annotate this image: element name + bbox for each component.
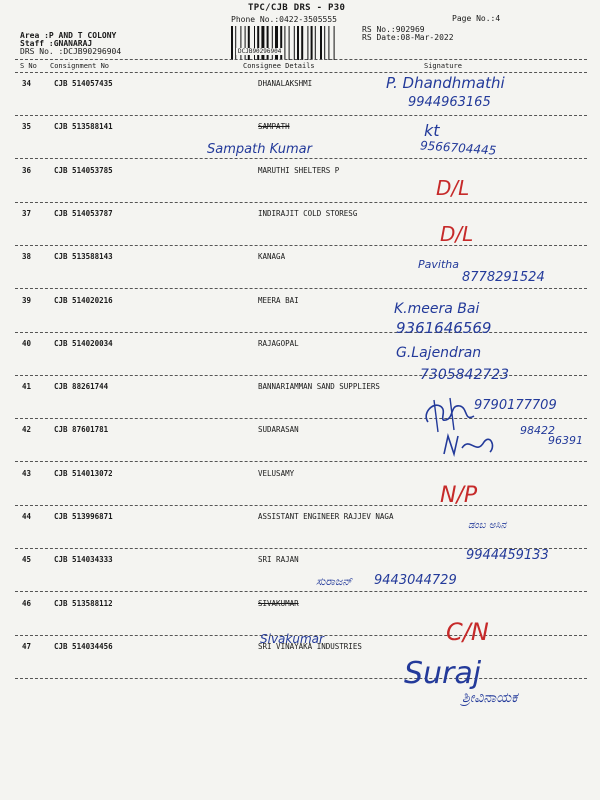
col-header-consignee: Consignee Details: [243, 62, 315, 70]
row-sno: 41: [22, 382, 32, 391]
handwritten-name: ಸುರಾಜನ್: [316, 575, 353, 588]
document-title: TPC/CJB DRS - P30: [248, 3, 346, 13]
row-consignee: DHANALAKSHMI: [258, 79, 313, 88]
row-divider: [15, 591, 587, 592]
row-consignment-no: CJB 514053785: [54, 166, 113, 175]
row-consignment-no: CJB 513588141: [54, 122, 113, 131]
row-divider: [15, 418, 587, 419]
handwritten-name: K.meera Bai: [394, 301, 480, 317]
row-consignment-no: CJB 513996871: [54, 512, 113, 521]
handwritten-signature: kt: [424, 121, 440, 140]
delivery-status-mark: D/L: [440, 222, 474, 246]
signature-scribble: [440, 428, 500, 462]
row-consignee: BANNARIAMMAN SAND SUPPLIERS: [258, 382, 380, 391]
row-consignment-no: CJB 88261744: [54, 382, 109, 391]
row-sno: 42: [22, 425, 32, 434]
handwritten-phone: 7305842723: [420, 367, 510, 383]
handwritten-phone: 9443044729: [374, 573, 457, 588]
drs-number: DRS No. :DCJB90296904: [20, 47, 122, 56]
handwritten-phone: 9944963165: [408, 95, 491, 110]
col-header-sno: S No: [20, 62, 37, 70]
row-divider: [15, 245, 587, 246]
row-consignee: SUDARASAN: [258, 425, 299, 434]
row-consignee: RAJAGOPAL: [258, 339, 299, 348]
handwritten-signature: Suraj: [404, 656, 482, 691]
rs-date: RS Date:08-Mar-2022: [362, 33, 454, 42]
row-sno: 44: [22, 512, 32, 521]
handwritten-signature: P. Dhandhmathi: [386, 74, 505, 92]
row-sno: 46: [22, 599, 32, 608]
delivery-status-mark: C/N: [446, 618, 489, 646]
row-divider: [15, 505, 587, 506]
delivery-status-mark: N/P: [440, 483, 478, 508]
area-label: Area :P AND T COLONY: [20, 31, 117, 40]
row-sno: 38: [22, 252, 32, 261]
handwritten-signature: Pavitha: [418, 258, 459, 271]
row-consignee: SIVAKUMAR: [258, 599, 299, 608]
header-rule-top: [15, 59, 587, 60]
page-number: Page No.:4: [452, 14, 501, 23]
row-consignment-no: CJB 513588143: [54, 252, 113, 261]
row-consignee: KANAGA: [258, 252, 286, 261]
row-sno: 37: [22, 209, 32, 218]
row-consignment-no: CJB 514034333: [54, 555, 113, 564]
handwritten-phone: 9566704445: [419, 138, 497, 158]
handwritten-phone: 8778291524: [462, 270, 545, 285]
row-consignee: INDIRAJIT COLD STORESG: [258, 209, 358, 218]
row-sno: 34: [22, 79, 32, 88]
row-sno: 36: [22, 166, 32, 175]
row-sno: 47: [22, 642, 32, 651]
row-consignment-no: CJB 514057435: [54, 79, 113, 88]
handwritten-phone: 96391: [548, 434, 583, 447]
row-sno: 40: [22, 339, 32, 348]
handwritten-phone: 9361646569: [396, 319, 492, 337]
handwritten-name: G.Lajendran: [396, 345, 482, 361]
staff-label: Staff :GNANARAJ: [20, 39, 93, 48]
handwritten-name: Sivakumar: [260, 632, 324, 646]
handwritten-signature-sub: ಶ್ರೀವಿನಾಯಕ: [462, 690, 518, 706]
row-sno: 39: [22, 296, 32, 305]
row-consignee: MEERA BAI: [258, 296, 299, 305]
row-consignee: MARUTHI SHELTERS P: [258, 166, 340, 175]
row-consignment-no: CJB 514020216: [54, 296, 113, 305]
col-header-consignment: Consignment No: [50, 62, 110, 70]
barcode-text: DCJB90296904: [238, 48, 282, 55]
row-sno: 35: [22, 122, 32, 131]
handwritten-phone: 98422: [520, 424, 555, 437]
phone-number: Phone No.:0422-3505555: [231, 15, 337, 24]
row-sno: 45: [22, 555, 32, 564]
row-consignment-no: CJB 87601781: [54, 425, 109, 434]
row-divider: [15, 332, 587, 333]
row-consignment-no: CJB 514053787: [54, 209, 113, 218]
row-divider: [15, 115, 587, 116]
row-divider: [15, 678, 587, 679]
row-consignee: SRI VINAYAKA INDUSTRIES: [258, 642, 362, 651]
row-consignee: ASSISTANT ENGINEER RAJJEV NAGA: [258, 512, 394, 521]
row-sno: 43: [22, 469, 32, 478]
row-divider: [15, 158, 587, 159]
delivery-status-mark: D/L: [436, 176, 470, 200]
header-rule-bottom: [15, 72, 587, 73]
rs-number: RS No.:902969: [362, 25, 425, 34]
row-consignee: SRI RAJAN: [258, 555, 299, 564]
row-divider: [15, 288, 587, 289]
handwritten-name: Sampath Kumar: [207, 142, 312, 157]
row-consignment-no: CJB 514020034: [54, 339, 113, 348]
row-consignment-no: CJB 513588112: [54, 599, 113, 608]
handwritten-phone: 9790177709: [474, 398, 557, 413]
handwritten-phone: 9944459133: [466, 548, 549, 563]
row-consignee: SAMPATH: [258, 122, 290, 131]
row-divider: [15, 461, 587, 462]
col-header-signature: Signature: [424, 62, 462, 70]
handwritten-signature: ಡಂಬ ಅಸಿನ: [468, 520, 507, 531]
row-consignment-no: CJB 514034456: [54, 642, 113, 651]
row-divider: [15, 202, 587, 203]
row-consignee: VELUSAMY: [258, 469, 295, 478]
row-consignment-no: CJB 514013072: [54, 469, 113, 478]
